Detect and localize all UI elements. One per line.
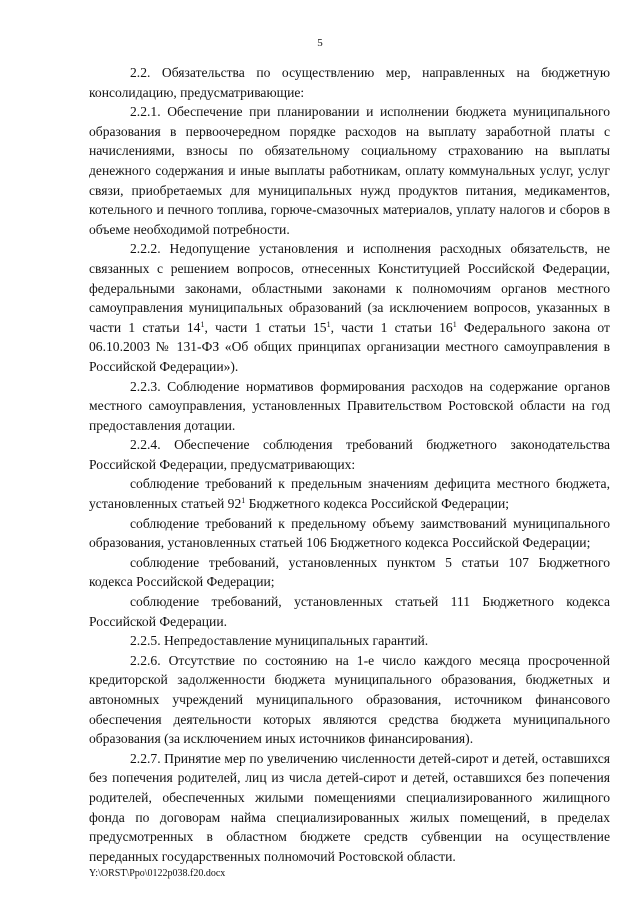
paragraph-text: Бюджетного кодекса Российской Федерации; [245,496,510,512]
document-body [89,63,610,866]
requirement-deficit [89,474,610,513]
paragraph-text: 2.2.2. Недопущение установления и исполнения расходных обязательств, не связанных с решением вопросов, отнесенных Конституцией Российской Федерации, федеральными законами, областными законами к полномочиям органов местного самоуправления муниципальных образований (за исключением вопросов, указанных в части 1 статьи 14 [89,241,610,335]
paragraph-2-2-1: 2.2.1. Обеспечение при планировании и исполнении бюджета муниципального образования в первоочередном порядке расходов на выплату заработной платы с начислениями, взносы по обязательному социальному страхованию на выплаты денежного содержания и иные выплаты работникам, оплату коммунальных услуг, услуг связи, приобретаемых для муниципальных нужд продуктов питания, медикаментов, котельного и печного топлива, горюче-смазочных материалов, уплату налогов и сборов в объеме необходимой потребности. [89,104,610,237]
paragraph-text: , части 1 статьи 15 [204,319,327,335]
paragraph-2-2-7: 2.2.7. Принятие мер по увеличению численности детей-сирот и детей, оставшихся без попечения родителей, лиц из числа детей-сирот и детей, оставшихся без попечения родителей, обеспеченных жилыми помещениями специализированного жилищного фонда по договорам найма специализированных жилых помещений, в пределах предусмотренных в областном бюджете средств субвенции на осуществление переданных государственных полномочий Ростовской области. [89,750,610,864]
paragraph-text: Федерального закона от 06.10.2003 № 131-ФЗ «Об общих принципах организации местного самоуправления в Российской Федерации»). [89,319,610,374]
superscript: 1 [200,319,205,329]
paragraph-2-2: 2.2. Обязательства по осуществлению мер, направленных на бюджетную консолидацию, предусматривающие: [89,65,610,100]
superscript: 1 [326,319,331,329]
paragraph-2-2-3: 2.2.3. Соблюдение нормативов формирования расходов на содержание органов местного самоуправления, установленных Правительством Ростовской области на год предоставления дотации. [89,378,610,433]
superscript: 1 [241,496,246,506]
paragraph-text: соблюдение требований к предельным значениям дефицита местного бюджета, установленных статьей 92 [89,476,610,512]
page-number: 5 [317,37,323,49]
requirement-borrowing: соблюдение требований к предельному объему заимствований муниципального образования, установленных статьей 106 Бюджетного кодекса Российской Федерации; [89,515,610,551]
footer-file-path: Y:\ORST\Ppo\0122p038.f20.docx [89,868,226,879]
superscript: 1 [452,319,457,329]
requirement-article-107: соблюдение требований, установленных пунктом 5 статьи 107 Бюджетного кодекса Российской Федерации; [89,554,610,590]
paragraph-2-2-2 [89,239,610,376]
requirement-article-111: соблюдение требований, установленных статьей 111 Бюджетного кодекса Российской Федерации. [89,594,610,629]
paragraph-2-2-4: 2.2.4. Обеспечение соблюдения требований бюджетного законодательства Российской Федерации, предусматривающих: [89,437,610,472]
paragraph-2-2-5: 2.2.5. Непредоставление муниципальных гарантий. [130,633,429,649]
paragraph-2-2-6: 2.2.6. Отсутствие по состоянию на 1-е число каждого месяца просроченной кредиторской задолженности бюджета муниципального образования, бюджетных и автономных учреждений муниципального образования, источником финансового обеспечения деятельности которых являются средства бюджета муниципального образования (за исключением иных источников финансирования). [89,652,610,747]
paragraph-text: , части 1 статьи 16 [330,319,453,335]
